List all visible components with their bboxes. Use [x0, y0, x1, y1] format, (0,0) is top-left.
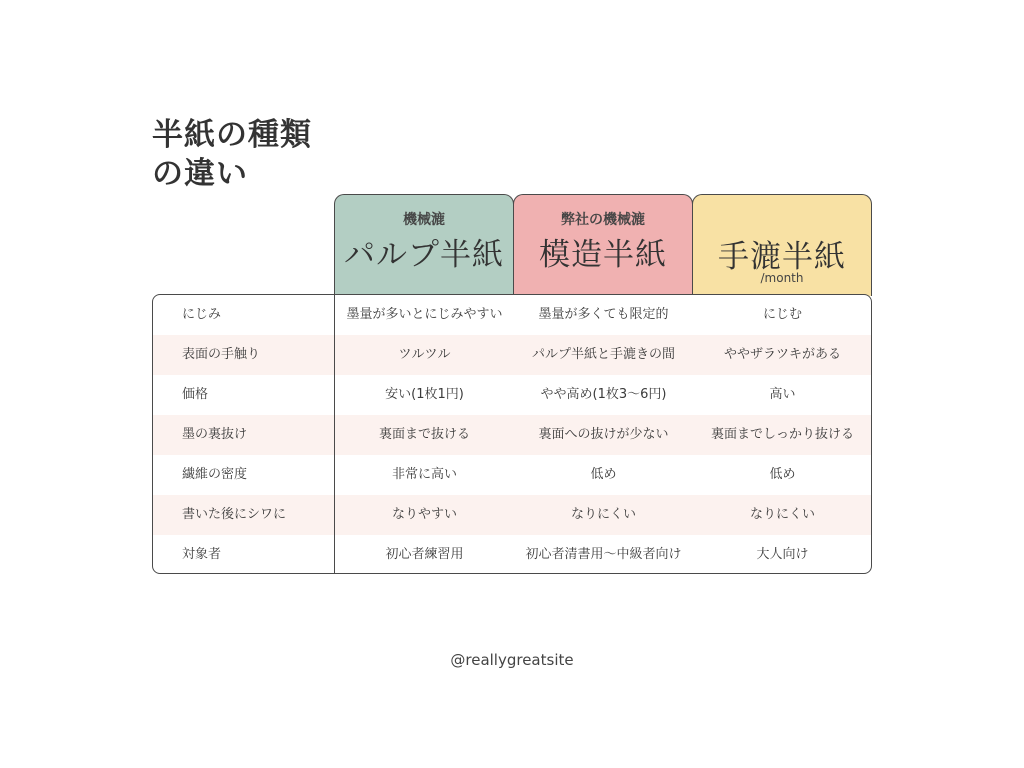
table-cell: パルプ半紙と手漉きの間: [531, 347, 675, 362]
column-header-pulp-name: パルプ半紙: [344, 237, 504, 273]
row-label: 書いた後にシワに: [182, 507, 287, 522]
row-label: にじみ: [182, 307, 222, 322]
label-column-divider: [334, 295, 335, 573]
table-cell: 初心者清書用〜中級者向け: [525, 547, 682, 562]
column-header-mozo: [513, 194, 693, 296]
table-cell: 低め: [769, 467, 796, 482]
table-row: [153, 455, 871, 495]
row-label: 繊維の密度: [182, 467, 248, 482]
page-title-line-2: の違い: [152, 156, 248, 192]
column-header-pulp: [334, 194, 514, 296]
table-cell: ツルツル: [398, 347, 451, 362]
table-row: [153, 295, 871, 335]
table-cell: やや高め(1枚3〜6円): [540, 387, 667, 402]
row-label: 対象者: [182, 547, 222, 562]
comparison-table: [152, 294, 872, 574]
table-cell: 裏面まで抜ける: [378, 427, 470, 442]
table-cell: なりにくい: [570, 507, 636, 522]
table-cell: 安い(1枚1円): [385, 387, 464, 402]
row-label: 墨の裏抜け: [182, 427, 248, 442]
table-cell: 墨量が多くても限定的: [538, 307, 669, 322]
table-row: [153, 535, 871, 574]
column-header-mozo-name: 模造半紙: [539, 237, 667, 273]
table-row: [153, 375, 871, 415]
site-handle: @reallygreatsite: [450, 651, 574, 669]
column-header-mozo-type: 弊社の機械漉: [561, 212, 645, 228]
column-header-tesuki: [692, 194, 872, 296]
table-cell: 裏面への抜けが少ない: [538, 427, 669, 442]
table-cell: 大人向け: [756, 547, 809, 562]
page-title: [152, 116, 312, 194]
table-row: [153, 415, 871, 455]
column-header-tesuki-name: 手漉半紙: [718, 239, 846, 275]
row-label: 価格: [182, 387, 209, 402]
table-cell: 非常に高い: [391, 467, 457, 482]
column-header-pulp-type: 機械漉: [403, 212, 445, 228]
table-cell: 高い: [769, 387, 796, 402]
column-header-tesuki-sub: /month: [760, 271, 804, 285]
table-cell: にじむ: [762, 307, 802, 322]
table-row: [153, 335, 871, 375]
table-cell: ややザラツキがある: [723, 347, 841, 362]
table-cell: 低め: [590, 467, 617, 482]
table-cell: 裏面までしっかり抜ける: [710, 427, 854, 442]
page-title-line-1: 半紙の種類: [152, 117, 312, 153]
row-label: 表面の手触り: [182, 347, 261, 362]
table-cell: 墨量が多いとにじみやすい: [346, 307, 503, 322]
table-cell: 初心者練習用: [385, 547, 464, 562]
table-cell: なりにくい: [749, 507, 815, 522]
table-row: [153, 495, 871, 535]
table-cell: なりやすい: [391, 507, 457, 522]
